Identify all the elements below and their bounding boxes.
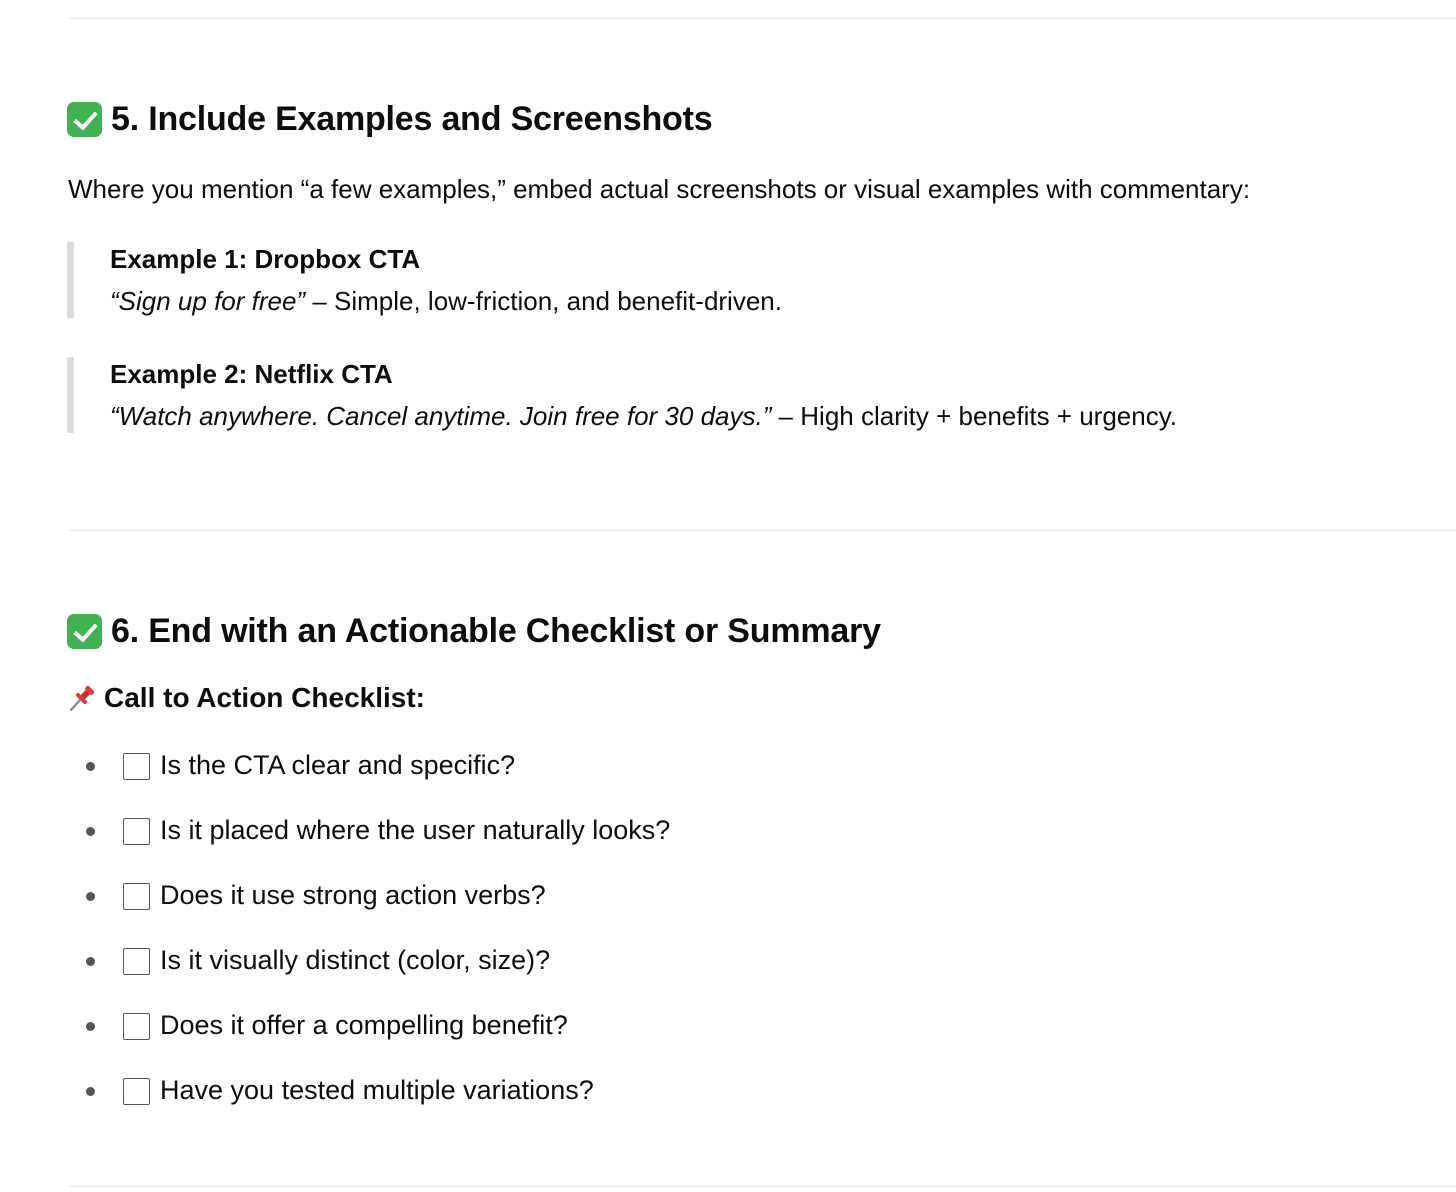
divider-middle: [68, 530, 1456, 531]
check-mark-button-icon: [67, 102, 102, 137]
checklist-item: [86, 745, 670, 810]
checklist-item: [86, 1070, 670, 1135]
bullet-dot: [86, 1022, 95, 1031]
section-6-heading-text: 6. End with an Actionable Checklist or Summary: [111, 612, 881, 650]
checklist-item-text: Is it placed where the user naturally looks?: [160, 815, 671, 845]
section-6-heading: [67, 612, 881, 651]
example-1-quote: “Sign up for free”: [110, 286, 306, 316]
checklist-item-text: Is the CTA clear and specific?: [160, 750, 516, 780]
section-5-heading-text: 5. Include Examples and Screenshots: [111, 100, 713, 138]
check-mark-button-icon: [67, 614, 102, 649]
bullet-dot: [86, 1087, 95, 1096]
example-2-body: [110, 399, 1177, 433]
section-5-heading: [67, 100, 712, 139]
bullet-dot: [86, 957, 95, 966]
checklist-item-text: Does it use strong action verbs?: [160, 880, 546, 910]
example-2-title: Example 2: Netflix CTA: [110, 359, 393, 389]
bullet-dot: [86, 892, 95, 901]
checkbox[interactable]: [123, 818, 150, 845]
checklist-item-text: Does it offer a compelling benefit?: [160, 1010, 568, 1040]
checklist-item-text: Have you tested multiple variations?: [160, 1075, 594, 1105]
cta-checklist: [86, 745, 670, 1135]
example-2-comment: – High clarity + benefits + urgency.: [771, 401, 1177, 431]
example-1-body: [110, 284, 782, 318]
checklist-subheading-text: Call to Action Checklist:: [104, 682, 426, 713]
section-5-intro: Where you mention “a few examples,” embed actual screenshots or visual examples with commentary:: [68, 174, 1251, 204]
checklist-subheading: [67, 682, 425, 714]
checklist-item: [86, 875, 670, 940]
pushpin-icon: [67, 683, 97, 713]
checklist-item: [86, 1005, 670, 1070]
bullet-dot: [86, 827, 95, 836]
checkbox[interactable]: [123, 753, 150, 780]
checkbox[interactable]: [123, 883, 150, 910]
bullet-dot: [86, 762, 95, 771]
example-2-quote: “Watch anywhere. Cancel anytime. Join free for 30 days.”: [110, 401, 772, 431]
example-2-blockquote: [67, 357, 1177, 433]
example-1-blockquote: [67, 242, 782, 318]
example-1-comment: – Simple, low-friction, and benefit-driven.: [305, 286, 782, 316]
divider-top: [68, 18, 1456, 19]
divider-bottom: [68, 1186, 1456, 1187]
checkbox[interactable]: [123, 1078, 150, 1105]
checklist-item: [86, 940, 670, 1005]
checkbox[interactable]: [123, 1013, 150, 1040]
checkbox[interactable]: [123, 948, 150, 975]
checklist-item: [86, 810, 670, 875]
example-1-title: Example 1: Dropbox CTA: [110, 244, 421, 274]
checklist-item-text: Is it visually distinct (color, size)?: [160, 945, 551, 975]
